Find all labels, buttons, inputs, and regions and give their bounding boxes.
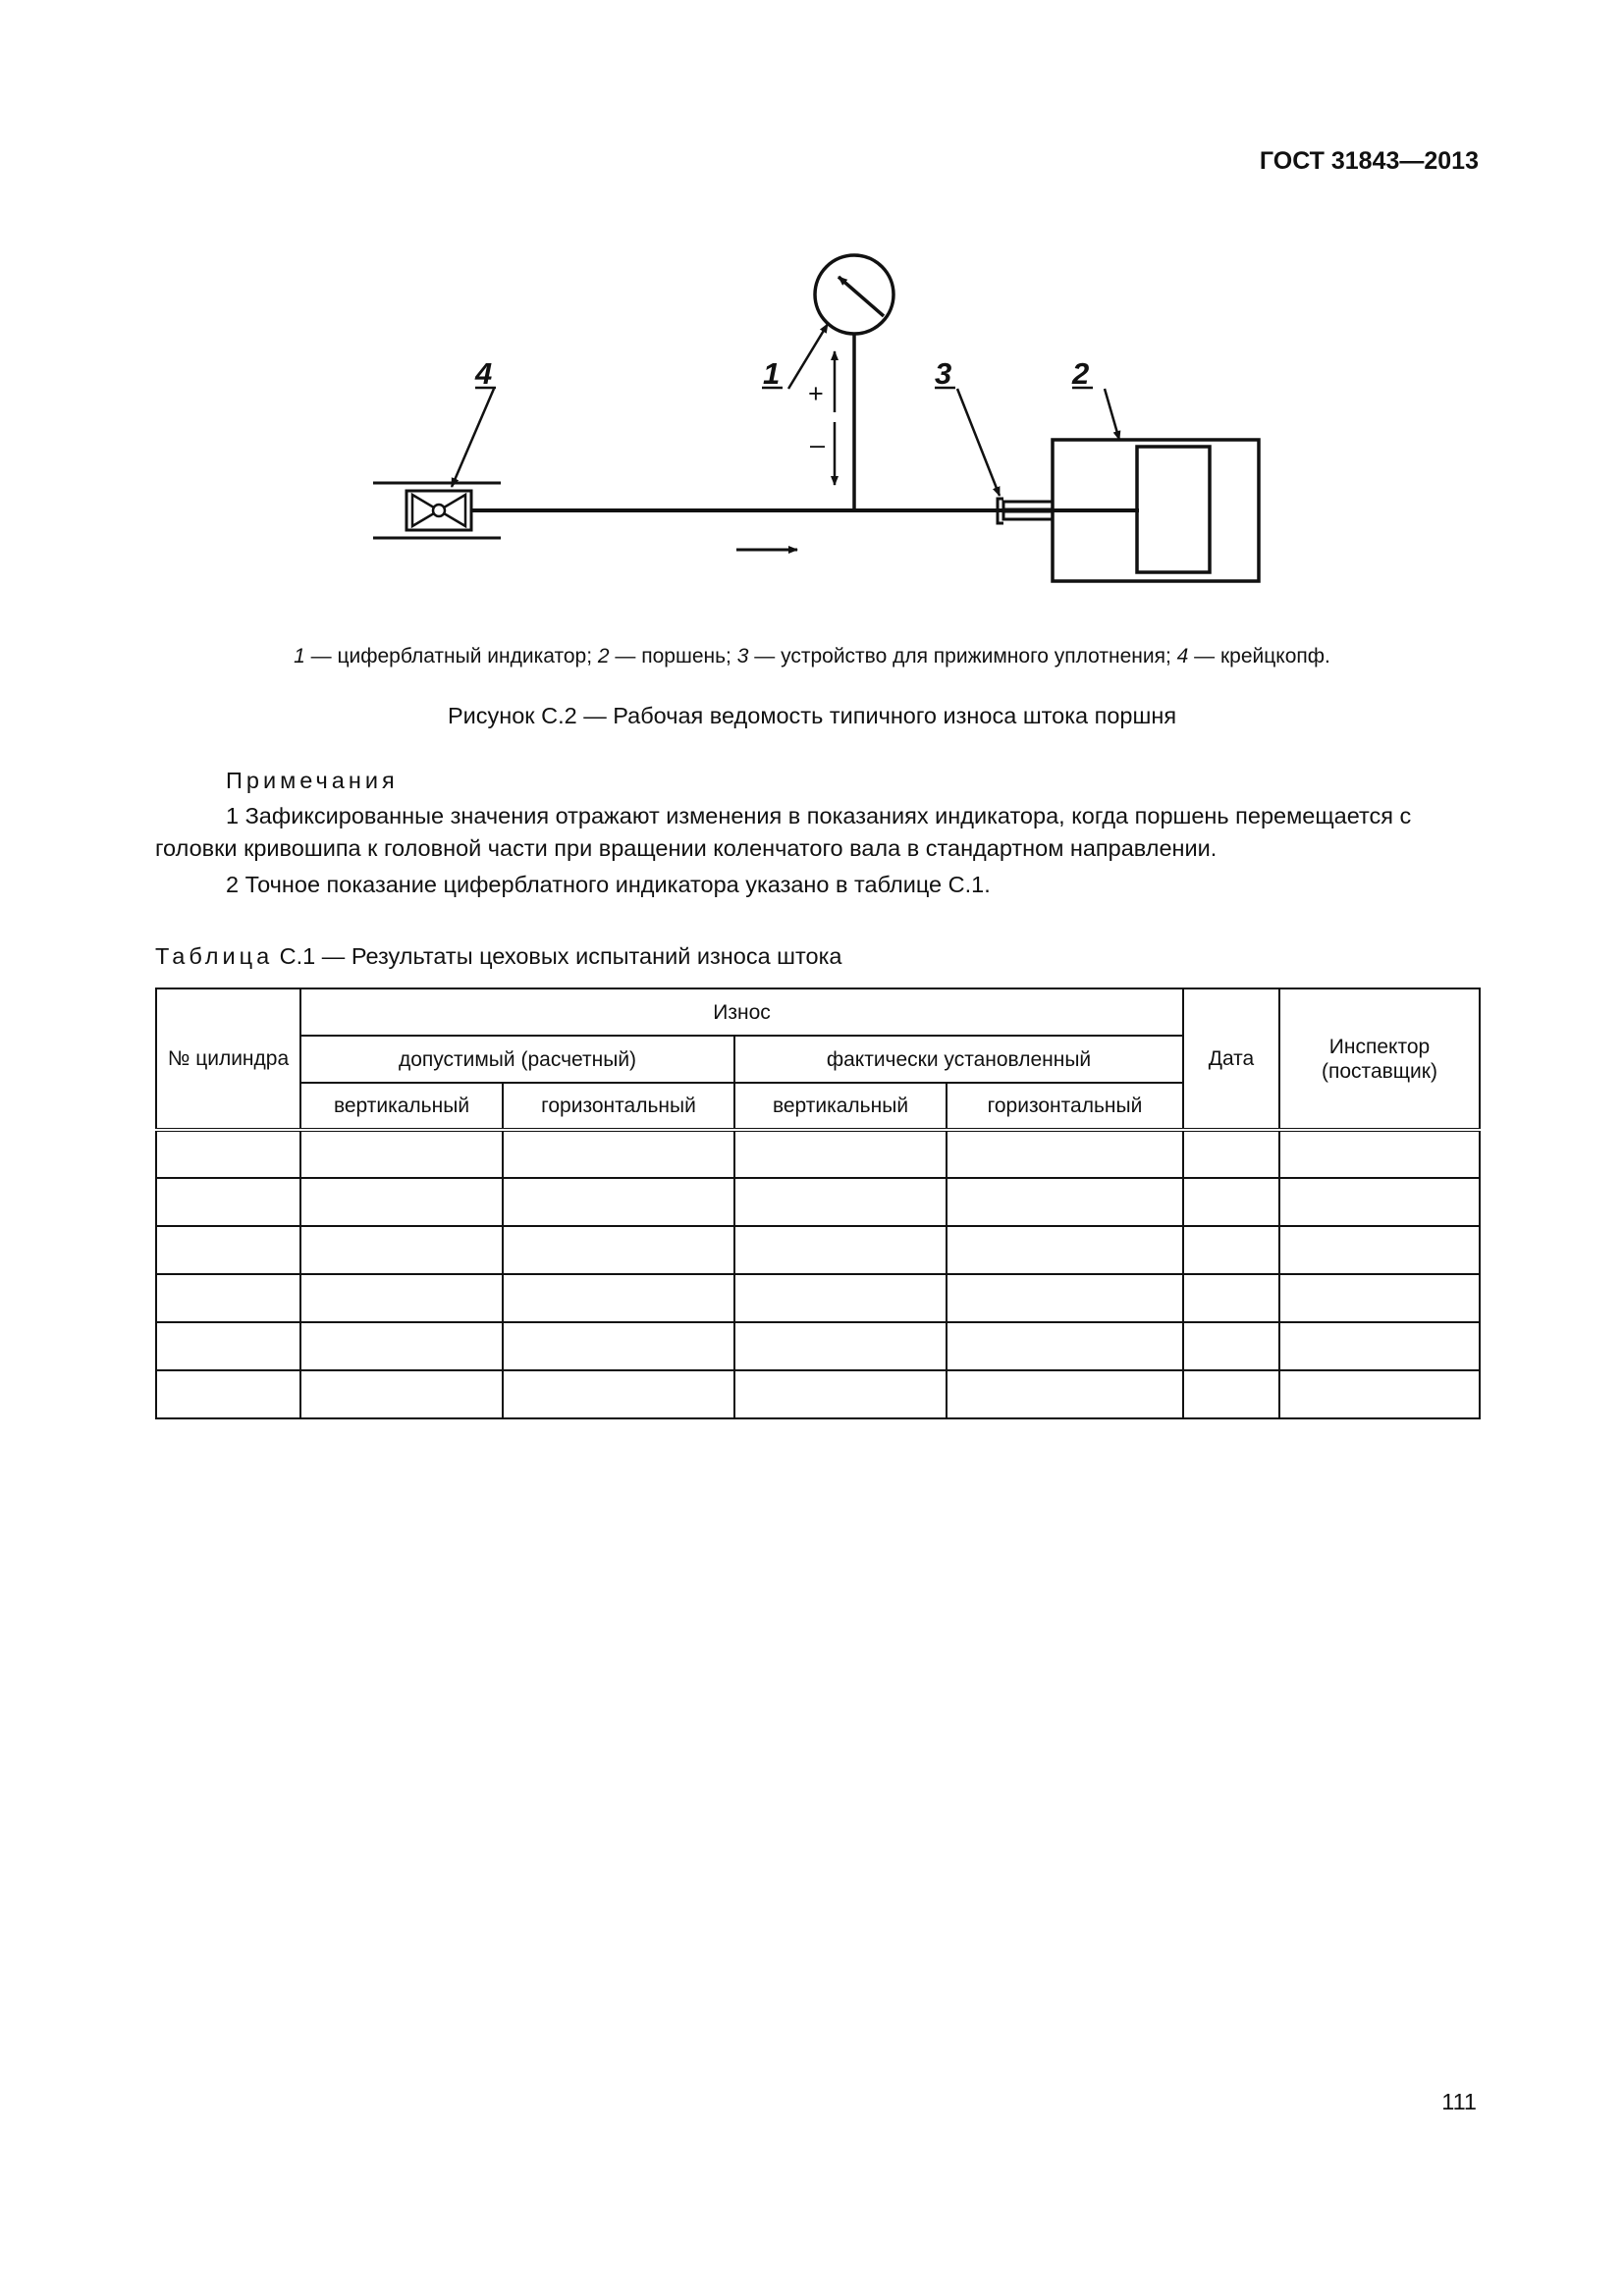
table-cell (300, 1322, 503, 1370)
table-cell (734, 1322, 947, 1370)
col-inspector: Инспектор (поставщик) (1279, 988, 1480, 1130)
legend-text: — крейцкопф. (1188, 645, 1330, 667)
table-cell (300, 1274, 503, 1322)
label-crosshead: 4 (475, 356, 493, 391)
col-actual: фактически установленный (734, 1036, 1183, 1083)
note-item: 1 Зафиксированные значения отражают изменения в показаниях индикатора, когда поршень перемещается с головки кривошипа к головной части при вращении коленчатого вала в стандартном направлении. (155, 803, 1412, 861)
table-cell (1279, 1370, 1480, 1418)
page-number: 111 (1441, 2089, 1477, 2114)
wear-results-table (155, 988, 1481, 1419)
figure-caption: Рисунок С.2 — Рабочая ведомость типичного износа штока поршня (447, 703, 1177, 728)
table-cell (1279, 1226, 1480, 1274)
label-seal: 3 (935, 356, 952, 391)
col-actual-horizontal: горизонтальный (947, 1083, 1183, 1130)
table-cell (734, 1370, 947, 1418)
table-title (155, 943, 841, 970)
table-cell (300, 1370, 503, 1418)
table-cell (734, 1226, 947, 1274)
col-cylinder: № цилиндра (156, 988, 300, 1130)
table-row (156, 1274, 1480, 1322)
table-cell (503, 1226, 734, 1274)
table-cell (734, 1274, 947, 1322)
col-allowed-horizontal: горизонтальный (503, 1083, 734, 1130)
table-cell (1279, 1274, 1480, 1322)
table-cell (156, 1322, 300, 1370)
table-cell (300, 1178, 503, 1226)
legend-text: — циферблатный индикатор; (304, 645, 598, 667)
table-cell (947, 1370, 1183, 1418)
table-cell (1183, 1130, 1279, 1178)
table-row (156, 1322, 1480, 1370)
table-cell (947, 1178, 1183, 1226)
table-row (156, 1226, 1480, 1274)
table-cell (156, 1370, 300, 1418)
label-plus: + (808, 379, 824, 408)
table-title-rest: С.1 — Результаты цеховых испытаний износа штока (273, 943, 842, 969)
note-item: 2 Точное показание циферблатного индикатора указано в таблице С.1. (226, 872, 991, 897)
col-allowed: допустимый (расчетный) (300, 1036, 734, 1083)
table-cell (1279, 1178, 1480, 1226)
col-wear: Износ (300, 988, 1183, 1036)
table-cell (503, 1370, 734, 1418)
col-allowed-vertical: вертикальный (300, 1083, 503, 1130)
table-cell (503, 1322, 734, 1370)
table-cell (947, 1226, 1183, 1274)
notes-title: Примечания (226, 768, 399, 793)
figure-legend (0, 645, 1624, 668)
col-actual-vertical: вертикальный (734, 1083, 947, 1130)
table-cell (300, 1226, 503, 1274)
table-cell (947, 1322, 1183, 1370)
table-cell (156, 1274, 300, 1322)
col-date: Дата (1183, 988, 1279, 1130)
table-cell (503, 1130, 734, 1178)
table-cell (1279, 1322, 1480, 1370)
table-row (156, 1370, 1480, 1418)
table-cell (1279, 1130, 1480, 1178)
piston-rod-diagram (353, 253, 1276, 597)
table-cell (503, 1274, 734, 1322)
table-cell (1183, 1274, 1279, 1322)
piston (1137, 447, 1210, 572)
legend-text: — устройство для прижимного уплотнения; (748, 645, 1177, 667)
table-row (156, 1130, 1480, 1178)
table-cell (734, 1178, 947, 1226)
table-cell (503, 1178, 734, 1226)
table-cell (156, 1178, 300, 1226)
table-cell (1183, 1226, 1279, 1274)
standard-number: ГОСТ 31843—2013 (1259, 147, 1479, 175)
dial-indicator-icon (815, 255, 893, 334)
table-cell (1183, 1178, 1279, 1226)
legend-num: 1 (294, 645, 305, 667)
table-cell (734, 1130, 947, 1178)
table-cell (947, 1274, 1183, 1322)
table-row (156, 1178, 1480, 1226)
legend-num: 4 (1176, 645, 1189, 667)
label-piston: 2 (1072, 356, 1090, 391)
legend-text: — поршень; (609, 645, 737, 667)
table-cell (1183, 1322, 1279, 1370)
legend-num: 2 (597, 645, 610, 667)
table-cell (300, 1130, 503, 1178)
legend-num: 3 (736, 645, 749, 667)
table-cell (156, 1226, 300, 1274)
table-body (156, 1130, 1480, 1418)
table-title-word: Таблица (155, 943, 274, 969)
label-indicator: 1 (763, 356, 781, 391)
label-minus: – (810, 430, 826, 459)
table-cell (947, 1130, 1183, 1178)
table-cell (156, 1130, 300, 1178)
table-cell (1183, 1370, 1279, 1418)
